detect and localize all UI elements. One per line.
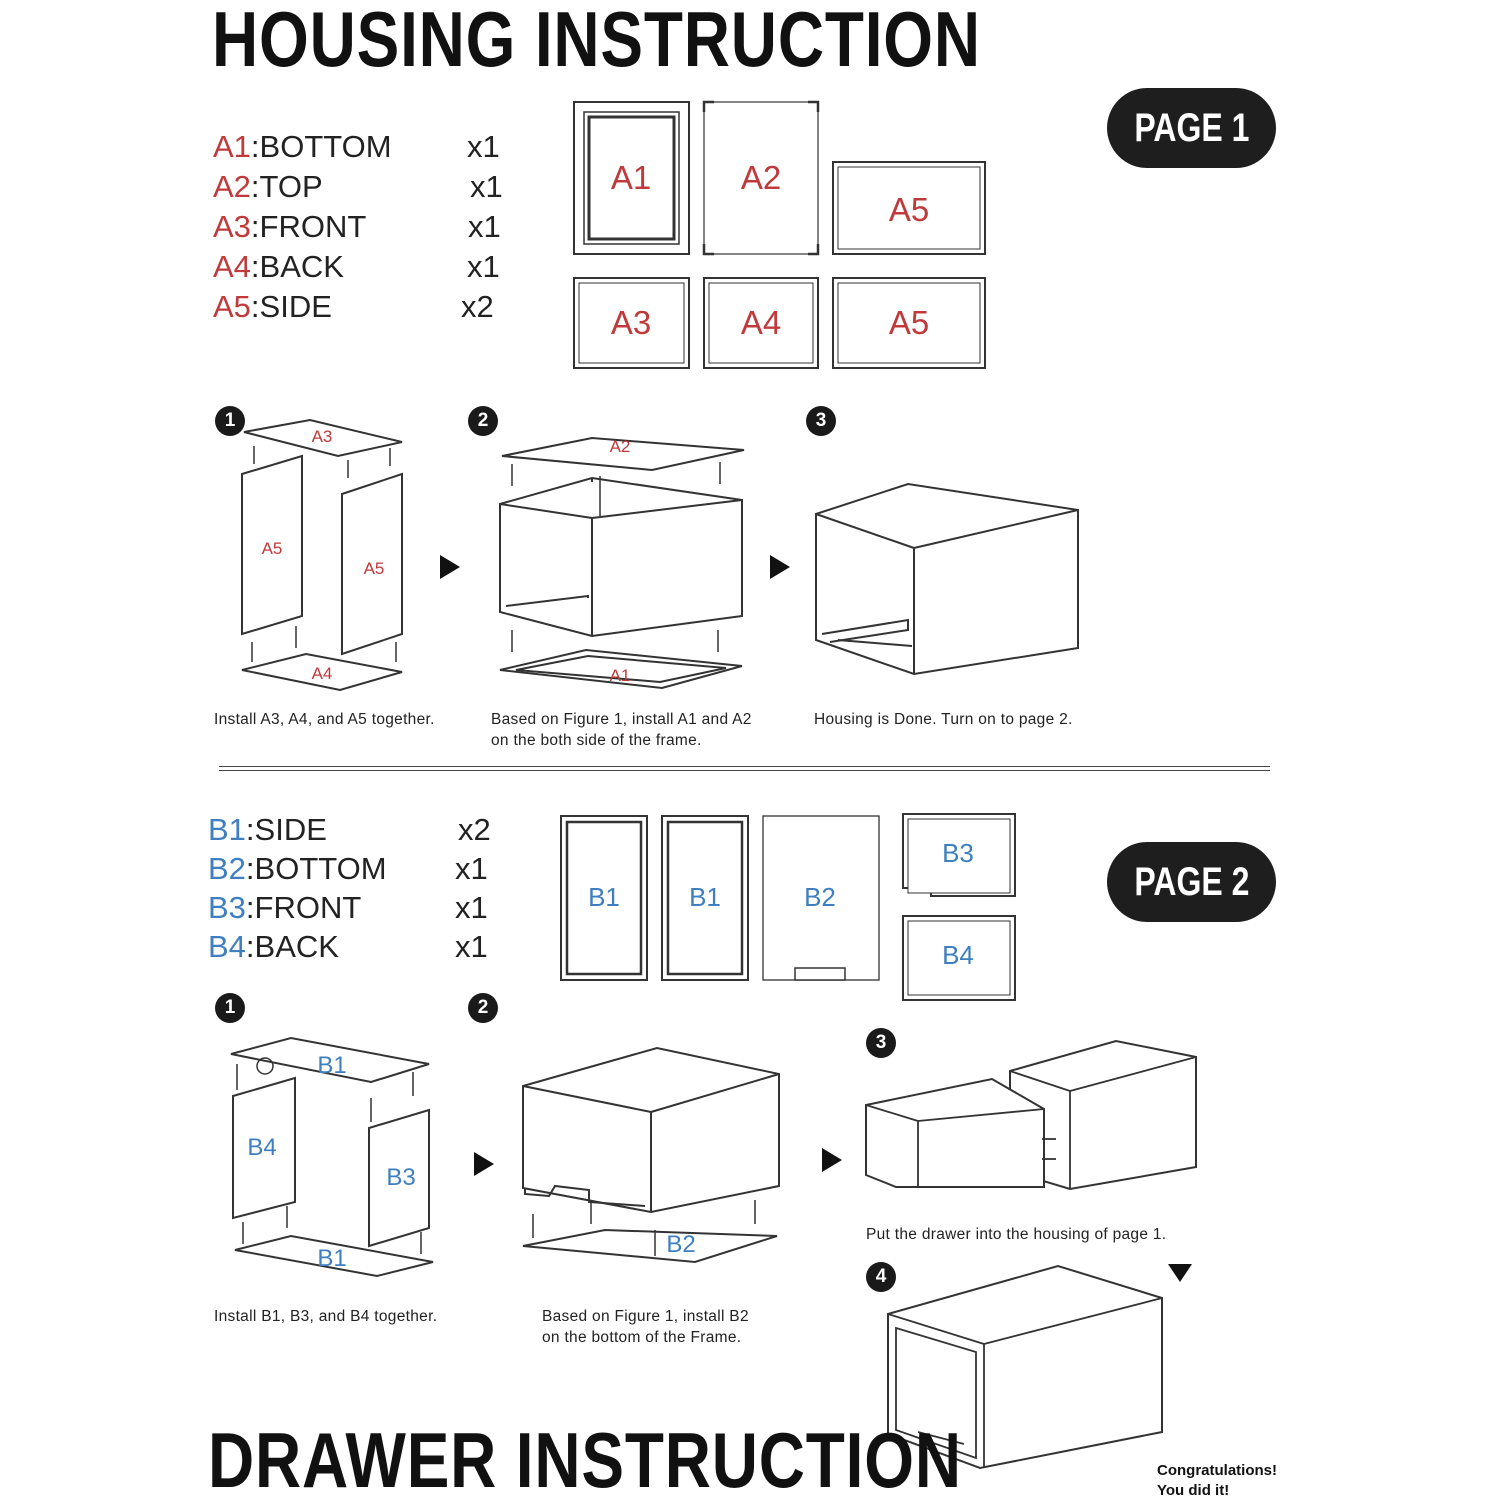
housing-step-2-diagram [492, 430, 752, 700]
part-name: :SIDE [245, 812, 327, 847]
part-code: B2 [208, 851, 246, 886]
label-a1: A1 [610, 159, 652, 196]
label-a5: A5 [888, 191, 930, 228]
part-qty: x1 [467, 129, 500, 164]
drawer-step-1-caption: Install B1, B3, and B4 together. [214, 1308, 438, 1325]
parts-row [213, 207, 513, 247]
drawer-parts-diagram [555, 808, 1025, 1008]
part-qty: x1 [455, 890, 488, 925]
label-a2: A2 [740, 159, 782, 196]
section-divider [219, 766, 1270, 771]
part-code: A1 [213, 129, 251, 164]
housing-step-1-caption: Install A3, A4, and A5 together. [214, 711, 435, 728]
next-arrow-icon [820, 1146, 844, 1174]
part-name: :FRONT [250, 209, 367, 244]
label-b2: B2 [666, 1231, 696, 1258]
label-b1: B1 [588, 882, 620, 912]
parts-row [213, 247, 513, 287]
label-b3: B3 [942, 838, 974, 868]
label-a3: A3 [311, 427, 333, 446]
drawer-step-3-caption: Put the drawer into the housing of page 1. [866, 1226, 1167, 1243]
housing-parts-list [213, 127, 513, 327]
label-b2: B2 [804, 882, 836, 912]
parts-row [208, 888, 508, 927]
drawer-step-1-number: 1 [215, 993, 245, 1023]
label-a5: A5 [363, 559, 385, 578]
part-name: :BOTTOM [250, 129, 392, 164]
drawer-step-2-number: 2 [468, 993, 498, 1023]
part-name: :SIDE [250, 289, 332, 324]
part-code: A5 [213, 289, 251, 324]
housing-step-2-caption: Based on Figure 1, install A1 and A2 on the both side of the frame. [491, 711, 752, 749]
part-qty: x1 [468, 209, 501, 244]
parts-row [208, 927, 508, 966]
part-qty: x2 [458, 812, 491, 847]
part-code: A4 [213, 249, 251, 284]
drawer-step-2-caption: Based on Figure 1, install B2 on the bottom of the Frame. [542, 1308, 749, 1346]
part-qty: x1 [455, 851, 488, 886]
next-arrow-icon [768, 553, 792, 581]
part-name: :BACK [250, 249, 344, 284]
label-b1: B1 [689, 882, 721, 912]
parts-row [213, 167, 513, 207]
part-qty: x1 [455, 929, 488, 964]
next-arrow-icon [438, 553, 462, 581]
part-code: A2 [213, 169, 251, 204]
part-qty: x2 [461, 289, 494, 324]
label-b4: B4 [942, 940, 974, 970]
drawer-parts-list [208, 810, 508, 966]
label-a2: A2 [609, 437, 631, 456]
part-qty: x1 [467, 249, 500, 284]
parts-row [208, 810, 508, 849]
drawer-step-3-number: 3 [866, 1028, 896, 1058]
part-code: B1 [208, 812, 246, 847]
congratulations-text: Congratulations! You did it! [1157, 1462, 1277, 1499]
housing-step-3-diagram [808, 470, 1088, 680]
page-1-badge: PAGE 1 [1107, 88, 1276, 168]
label-b1: B1 [317, 1052, 347, 1079]
step-2-number: 2 [468, 406, 498, 436]
label-a3: A3 [610, 304, 652, 341]
label-a1: A1 [609, 666, 631, 685]
label-a4: A4 [740, 304, 782, 341]
drawer-step-1-diagram [225, 1030, 440, 1290]
label-a5: A5 [888, 304, 930, 341]
parts-row [208, 849, 508, 888]
label-b4: B4 [247, 1134, 277, 1161]
drawer-step-2-diagram [515, 1040, 785, 1285]
part-qty: x1 [470, 169, 503, 204]
label-a5: A5 [261, 539, 283, 558]
drawer-title: DRAWER INSTRUCTION [208, 1416, 962, 1504]
step-3-number: 3 [806, 406, 836, 436]
step-1-number: 1 [215, 406, 245, 436]
part-code: B4 [208, 929, 246, 964]
part-name: :BOTTOM [245, 851, 387, 886]
part-name: :FRONT [245, 890, 362, 925]
label-b1: B1 [317, 1245, 347, 1272]
part-code: A3 [213, 209, 251, 244]
parts-row [213, 127, 513, 167]
housing-parts-diagram [560, 90, 1000, 380]
label-a4: A4 [311, 664, 333, 683]
down-arrow-icon [1166, 1262, 1194, 1284]
drawer-step-4-number: 4 [866, 1262, 896, 1292]
part-code: B3 [208, 890, 246, 925]
parts-row [213, 287, 513, 327]
label-b3: B3 [386, 1164, 416, 1191]
part-name: :BACK [245, 929, 339, 964]
page-2-badge: PAGE 2 [1107, 842, 1276, 922]
housing-title: HOUSING INSTRUCTION [212, 0, 981, 83]
drawer-step-3-diagram [860, 1035, 1205, 1195]
next-arrow-icon [472, 1150, 496, 1178]
housing-step-1-diagram [230, 412, 420, 702]
housing-step-3-caption: Housing is Done. Turn on to page 2. [814, 711, 1073, 728]
part-name: :TOP [250, 169, 323, 204]
